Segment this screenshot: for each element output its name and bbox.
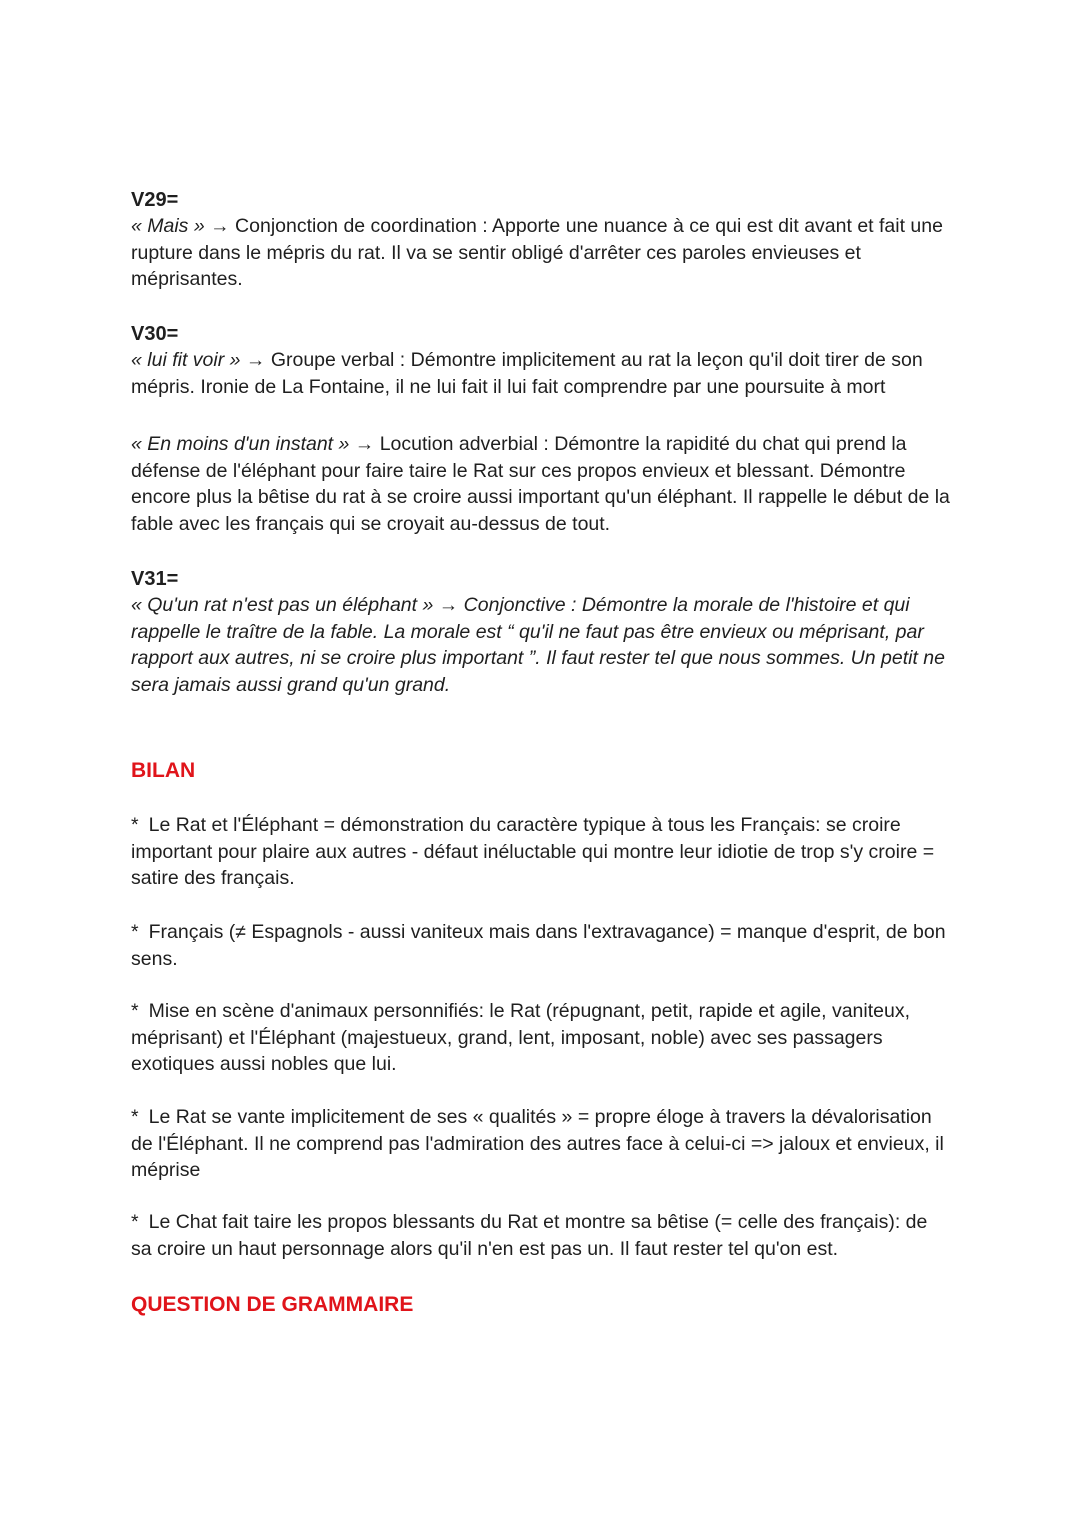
- bilan-item: [131, 1104, 951, 1184]
- v29-text: Conjonction de coordination : Apporte une nuance à ce qui est dit avant et fait une rupture dans le mépris du rat. Il va se sentir obligé d'arrêter ces paroles envieuses et méprisantes.: [131, 215, 943, 290]
- v30-text-2: Locution adverbial : Démontre la rapidité du chat qui prend la défense de l'éléphant pour faire taire le Rat sur ces propos envieux et blessant. Démontre encore plus la bêtise du rat à se croire aussi important qu'un éléphant. Il rappelle le début de la fable avec les français qui se croyait au-dessus de tout.: [131, 433, 950, 535]
- arrow-icon: →: [240, 349, 271, 371]
- bullet-star: *: [131, 921, 139, 943]
- bilan-item-text: Français (≠ Espagnols - aussi vaniteux mais dans l'extravagance) = manque d'esprit, de bon sens.: [131, 921, 946, 970]
- bullet-star: *: [131, 814, 139, 836]
- arrow-icon: →: [204, 215, 236, 237]
- bilan-item: [131, 919, 951, 972]
- bilan-item: [131, 812, 951, 892]
- arrow-icon: →: [349, 433, 380, 455]
- v30-quote-1: « lui fit voir »: [131, 349, 241, 371]
- v30-paragraph-2: [131, 431, 951, 537]
- bilan-item-text: Le Rat se vante implicitement de ses « qualités » = propre éloge à travers la dévalorisation de l'Éléphant. Il ne comprend pas l'admiration des autres face à celui-ci => jaloux et envieux, il méprise: [131, 1106, 944, 1181]
- bullet-star: *: [131, 1000, 139, 1022]
- v30-quote-2: « En moins d'un instant »: [131, 433, 350, 455]
- bilan-heading: BILAN: [131, 759, 196, 782]
- v30-paragraph-1: [131, 347, 951, 400]
- bullet-star: *: [131, 1211, 139, 1233]
- v29-paragraph: [131, 213, 951, 293]
- v31-quote: « Qu'un rat n'est pas un éléphant »: [131, 594, 434, 616]
- v29-quote: « Mais »: [131, 215, 205, 237]
- grammaire-heading: QUESTION DE GRAMMAIRE: [131, 1293, 414, 1316]
- v29-heading: V29=: [131, 189, 179, 211]
- section-grammaire: [131, 1291, 951, 1319]
- v30-text-1: Groupe verbal : Démontre implicitement au rat la leçon qu'il doit tirer de son mépris. Ironie de La Fontaine, il ne lui fait il lui fait comprendre par une poursuite à mort: [131, 349, 923, 398]
- v30-heading: V30=: [131, 323, 179, 345]
- bilan-item-text: Mise en scène d'animaux personnifiés: le Rat (répugnant, petit, rapide et agile, vaniteux, méprisant) et l'Éléphant (majestueux, grand, lent, imposant, noble) avec ses passagers exotiques aussi nobles que lui.: [131, 1000, 911, 1075]
- arrow-icon: →: [433, 594, 464, 616]
- section-bilan: [131, 757, 951, 785]
- bilan-item: [131, 1209, 951, 1262]
- section-v29: [131, 187, 951, 293]
- v31-paragraph: [131, 592, 951, 698]
- section-v31: [131, 566, 951, 698]
- v31-heading: V31=: [131, 568, 179, 590]
- bilan-item-text: Le Rat et l'Éléphant = démonstration du caractère typique à tous les Français: se croire important pour plaire aux autres - défaut inéluctable qui montre leur idiotie de trop s'y croire = satire des français.: [131, 814, 935, 889]
- section-v30: [131, 321, 951, 400]
- bilan-item-text: Le Chat fait taire les propos blessants du Rat et montre sa bêtise (= celle des français): de sa croire un haut personnage alors qu'il n'en est pas un. Il faut rester tel qu'on est.: [131, 1211, 928, 1260]
- section-v30-part2: [131, 431, 951, 537]
- v31-text: Conjonctive : Démontre la morale de l'histoire et qui rappelle le traître de la fable. La morale est “ qu'il ne faut pas être envieux ou méprisant, par rapport aux autres, ni se croire plus important ”. Il faut rester tel que nous sommes. Un petit ne sera jamais aussi grand qu'un grand.: [131, 594, 945, 696]
- bilan-item: [131, 998, 951, 1078]
- bullet-star: *: [131, 1106, 139, 1128]
